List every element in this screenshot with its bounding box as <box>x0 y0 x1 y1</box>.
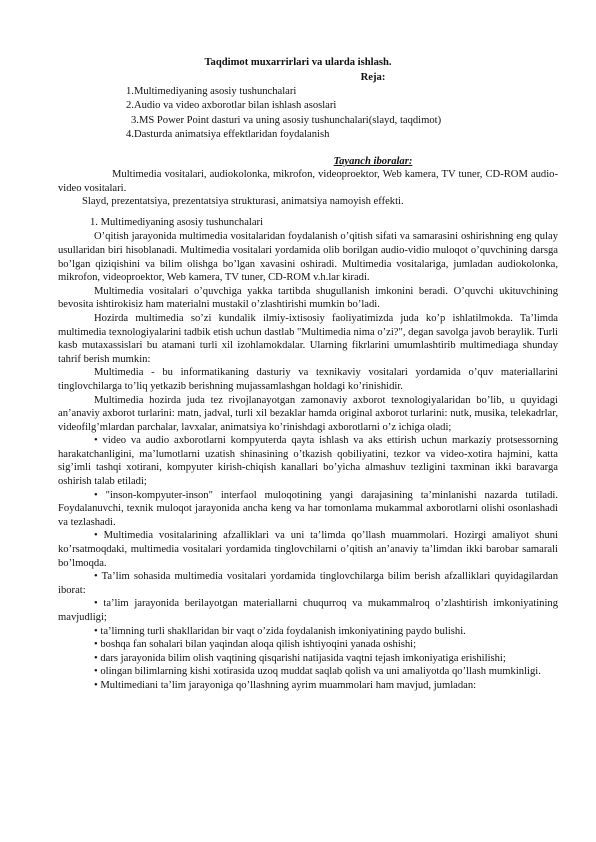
plan-heading: Reja: <box>360 72 386 83</box>
bullet-item <box>58 638 558 652</box>
bullet-item <box>58 665 558 679</box>
bullet-item <box>58 652 558 666</box>
bullet-icon: • <box>94 571 98 583</box>
keywords-paragraph-2: Slayd, prezentatsiya, prezentatsiya strukturasi, animatsiya namoyish effekti. <box>82 196 404 208</box>
bullet-text: video va audio axborotlarni kompyuterda qayta ishlash va aks ettirish uchun markaziy protsessorning harakatchanligini, ma’lumotlarni uzatish shinasining o’tkazish qobiliyatini, tezkor va video-xotira hajmini, katta sig’imli tashqi xotirani, kompyuter kirish-chiqish kanallari bo’yicha almashuv tezligini taxminan ikki baravarga oshirish talab etiladi; <box>58 435 558 488</box>
keywords-paragraph-1: Multimedia vositalari, audiokolonka, mikrofon, videoproektor, Web kamera, TV tuner, CD-ROM audio-video vositalari. <box>58 169 558 194</box>
paragraph-4: Multimedia - bu informatikaning dasturiy va texnikaviy vositalari yordamida o’quv materiallarini tinglovchilarga to’liq yetkazib berishning mujassamlashgan holdagi ko’rinishidir. <box>58 367 558 392</box>
bullet-text: dars jarayonida bilim olish vaqtining qisqarishi natijasida vaqtni tejash imkoniyatiga erishilishi; <box>100 652 506 664</box>
paragraph-1: O’qitish jarayonida multimedia vositalaridan foydalanish o’qitish sifati va samarasini oshirishning eng qulay usullaridan biri hisoblanadi. Multimedia vositalari yordamida olib borilgan audio-vidio muloqot o’quvchining darsga bo’lgan qiziqishini va bilim olishga bo’lgan xavasini oshiradi. Multimedia vositalariga, jumladan audiokolonka, mikrofon, videoproektor, Web kamera, TV tuner, CD-ROM v.h.lar kiradi. <box>58 231 558 284</box>
page-title: Taqdimot muxarrirlari va ularda ishlash. <box>204 57 392 68</box>
bullet-item <box>58 489 558 530</box>
paragraph-2: Multimedia vositalari o’quvchiga yakka tartibda shugullanish imkonini beradi. O’quvchi ukituvchining bevosita ishtirokisiz ham materialni mustakil o’zlashtirishi mumkin bo’ladi. <box>58 285 558 311</box>
bullet-text: Multimedia vositalarining afzalliklari va uni ta’limda qo’llash muammolari. Hozirgi amaliyot shuni ko’rsatmoqdaki, multimedia vositalari yordamida tinglovchilarni o’qitish an’anaviy ta’limdan ikki barobar samarali bo’lmoqda. <box>58 530 558 569</box>
bullet-icon: • <box>94 639 98 651</box>
paragraph-3: Hozirda multimedia so’zi kundalik ilmiy-ixtisosiy faoliyatimizda juda ko’p ishlatilmokda. Ta’limda multimedia texnologiyalarini tadbik etish uchun dastlab "Multimedia nima o’zi?", degan savolga javob beraylik. Turli kasb mutaxassislari bu atamani turli xil izohlamokdalar. Ularning fikrlarini umumlashtirib multimediaga shunday tahrif berish mumkin: <box>58 312 558 365</box>
bullet-text: ta’lim jarayonida berilayotgan materiallarni chuqurroq va mukammalroq o’zlashtirish imkoniyatining mavjudligi; <box>58 598 559 623</box>
bullet-text: olingan bilimlarning kishi xotirasida uzoq muddat saqlab qolish va uni amaliyotda qo’llash mumkinligi. <box>100 666 541 678</box>
bullet-text: Multimediani ta’lim jarayoniga qo’llashning ayrim muammolari ham mavjud, jumladan: <box>100 679 477 691</box>
bullet-text: Ta’lim sohasida multimedia vositalari yordamida tinglovchilarga bilim berish afzalliklari quyidagilardan iborat: <box>58 571 559 596</box>
plan-list <box>0 85 596 142</box>
plan-item-1: 1.Multimediyaning asosiy tushunchalari <box>126 86 297 97</box>
bullet-text: ta’limning turli shakllaridan bir vaqt o’zida foydalanish imkoniyatining paydo bulishi. <box>100 625 466 637</box>
paragraph-5: Multimedia hozirda juda tez rivojlanayotgan zamonaviy axborot texnologiyalaridan bo’lib, u quyidagi an’anaviy axborot turlarini: matn, jadval, turli xil bezaklar hamda original axborot turlarini: nutk, musika, telekadrlar, videofilg’mlardan parchalar, lavxalar, animatsiya ko’rinishdagi axborotlarni o’z ichiga oladi; <box>58 394 558 433</box>
keywords-heading: Tayanch iboralar: <box>333 156 413 167</box>
bullet-item <box>58 570 558 597</box>
section-heading-1: 1. Multimediyaning asosiy tushunchalari <box>90 216 264 228</box>
bullet-item <box>58 625 558 639</box>
bullet-item <box>58 434 558 488</box>
plan-item-4: 4.Dasturda animatsiya effektlaridan foydalanish <box>126 128 330 140</box>
bullet-icon: • <box>94 625 98 637</box>
bullet-text: "inson-kompyuter-inson" interfaol muloqotining yangi darajasining ta’minlanishi nazarda tutiladi. Foydalanuvchi, texnik muloqot jarayonida ancha keng va har tomonlama mukammal axborotlarni olishi osonlashadi va tezlashadi. <box>58 489 558 528</box>
bullet-icon: • <box>94 435 98 447</box>
bullet-item <box>58 529 558 570</box>
bullet-icon: • <box>94 652 98 664</box>
bullet-icon: • <box>94 530 98 542</box>
bullet-item <box>58 597 558 624</box>
plan-item-3: 3.MS Power Point dasturi va uning asosiy tushunchalari(slayd, taqdimot) <box>131 114 442 126</box>
bullet-icon: • <box>94 489 98 501</box>
bullet-icon: • <box>94 666 98 678</box>
bullet-icon: • <box>94 679 98 691</box>
bullet-item <box>58 679 558 693</box>
plan-item-2: 2.Audio va video axborotlar bilan ishlash asoslari <box>126 100 337 112</box>
bullet-text: boshqa fan sohalari bilan yaqindan aloqa qilish ishtiyoqini yanada oshishi; <box>100 639 417 651</box>
body-text <box>58 168 559 693</box>
bullet-icon: • <box>94 598 98 610</box>
